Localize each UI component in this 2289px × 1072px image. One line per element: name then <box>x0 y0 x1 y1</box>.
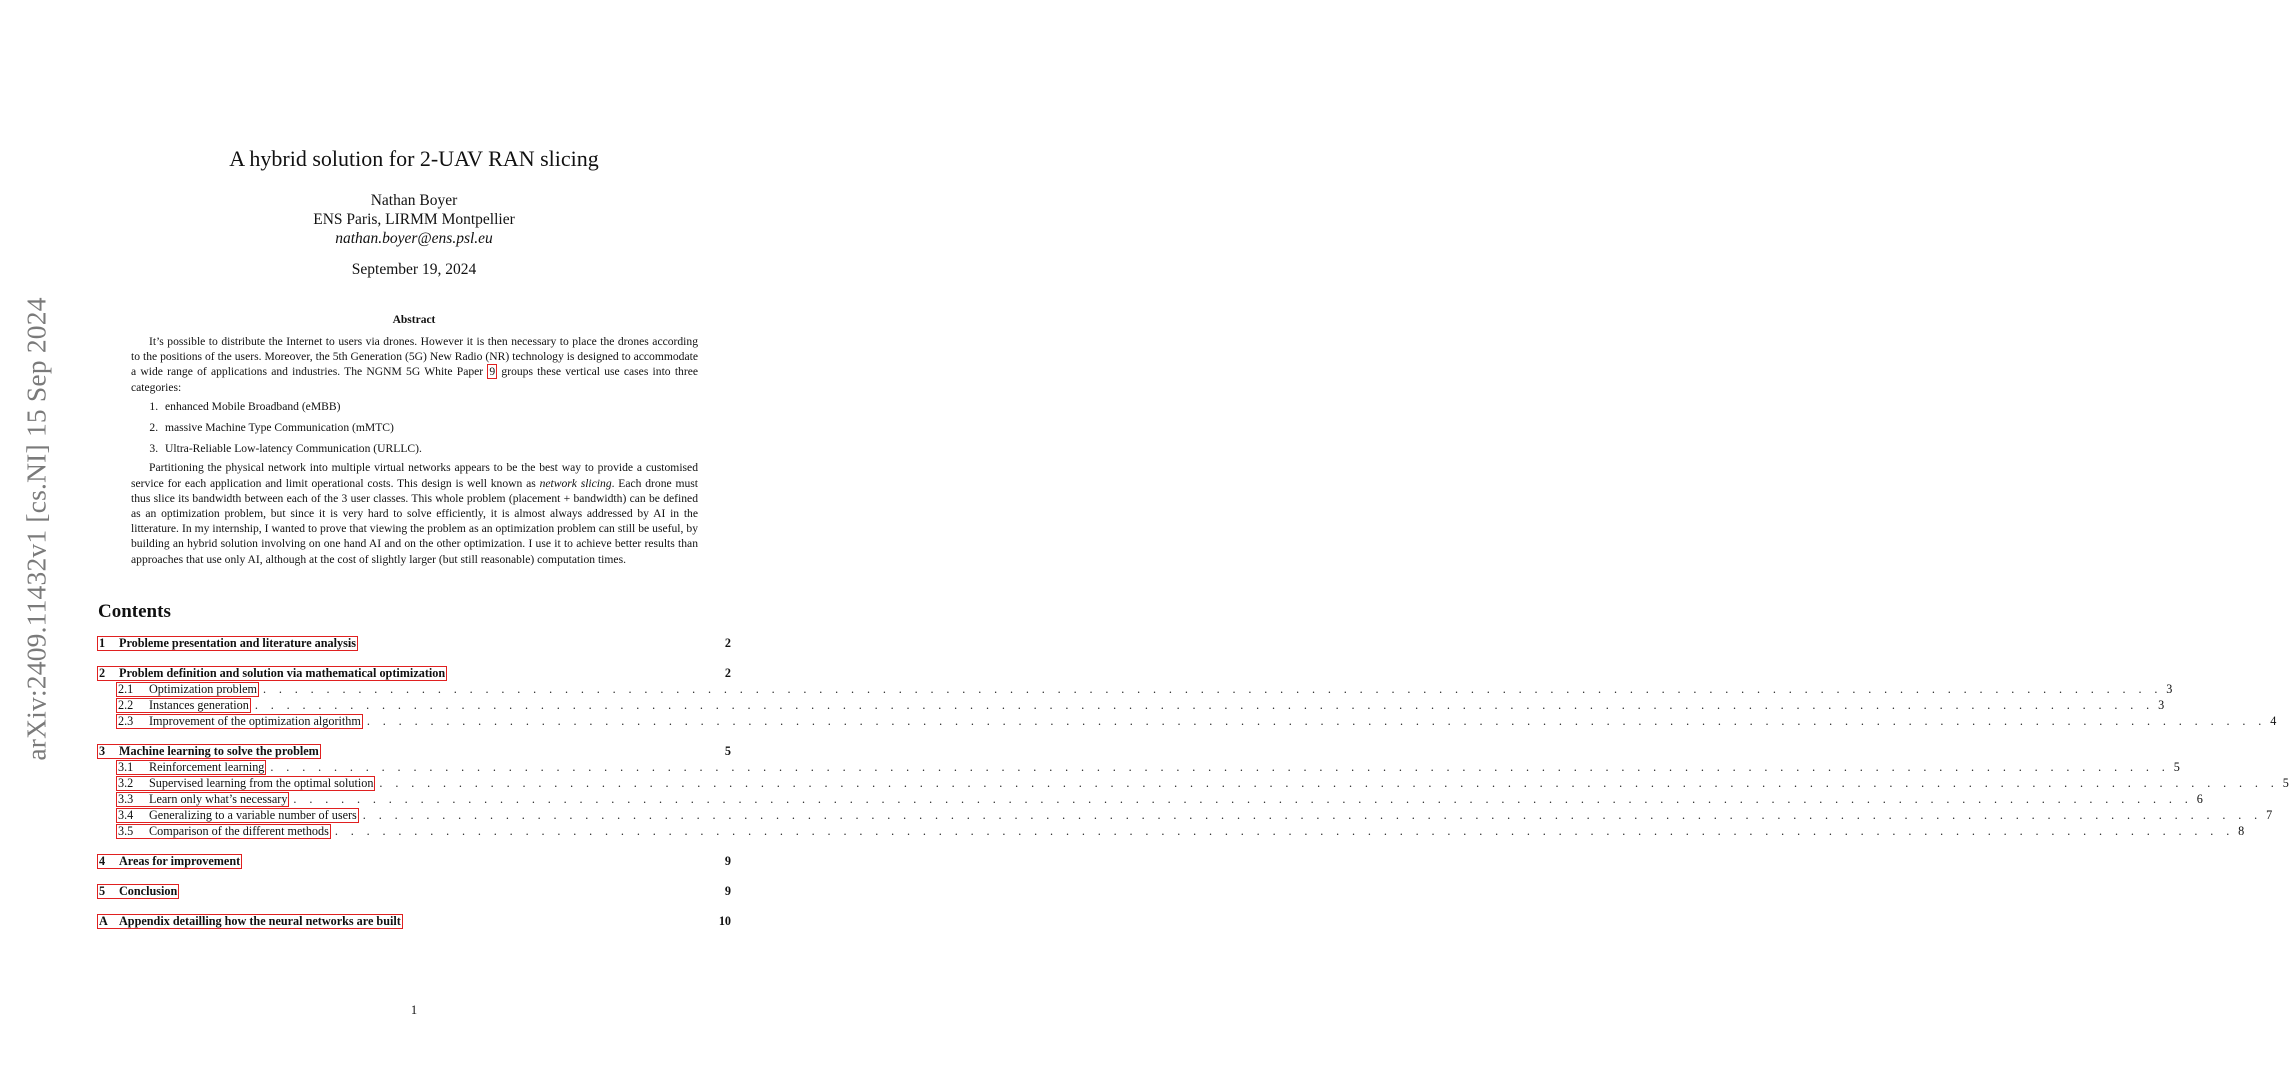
toc-subsection-number: 2.1 <box>118 682 134 696</box>
paper-date: September 19, 2024 <box>351 261 477 278</box>
toc-subsection-title: Reinforcement learning <box>149 760 265 774</box>
toc-page-number: 9 <box>724 884 731 898</box>
toc-leader-dots: . . . . . . . . . . . . . . . . . . . . . . . . . . . . . . . . . . . . . . . . . . . . . . . . . . . . . . . . . . . . . . . . . . . . . . . . . . . . . . . . . . . . . . . . . . . . . . . . . . . . . . . . . . . . . . . . . . . . . . . . <box>293 792 2193 806</box>
toc-section <box>97 854 731 870</box>
abstract-heading: Abstract <box>392 314 436 326</box>
toc-section-link[interactable] <box>97 666 447 681</box>
toc-subsection-number: 3.1 <box>118 760 134 774</box>
toc-subsection-number: 3.4 <box>118 808 134 822</box>
abstract-paragraph-2 <box>131 460 698 566</box>
abstract-text: Partitioning the physical network into multiple virtual networks appears to be the best way to provide a customised service for each application and limit operational costs. This design is well known as <box>131 461 698 490</box>
toc-subsection-number: 2.2 <box>118 698 134 712</box>
toc-subsection-link[interactable] <box>116 760 266 775</box>
toc-subsection-title: Instances generation <box>149 698 249 712</box>
abstract-italic-term: network slicing <box>539 476 612 490</box>
toc-subsection-link[interactable] <box>116 682 259 697</box>
toc-section <box>97 884 731 900</box>
toc-section-number: 4 <box>99 854 106 868</box>
toc-leader-dots: . . . . . . . . . . . . . . . . . . . . . . . . . . . . . . . . . . . . . . . . . . . . . . . . . . . . . . . . . . . . . . . . . . . . . . . . . . . . . . . . . . . . . . . . . . . . . . . . . . . . . . . . . . . . . . . . . . . . . . . . <box>254 698 2155 712</box>
toc-subsection-link[interactable] <box>116 824 331 839</box>
toc-section <box>97 636 731 652</box>
toc-subsection-link[interactable] <box>116 714 363 729</box>
toc-section <box>97 666 731 682</box>
toc-leader-dots: . . . . . . . . . . . . . . . . . . . . . . . . . . . . . . . . . . . . . . . . . . . . . . . . . . . . . . . . . . . . . . . . . . . . . . . . . . . . . . . . . . . . . . . . . . . . . . . . . . . . . . . . . . . . . . . . . . . . . . . . <box>334 824 2235 838</box>
toc-page-number: 5 <box>724 744 731 758</box>
toc-section-title: Problem definition and solution via mathematical optimization <box>119 666 446 680</box>
toc-subsection <box>97 792 2203 808</box>
toc-section-title: Areas for improvement <box>119 854 241 868</box>
toc-leader-dots: . . . . . . . . . . . . . . . . . . . . . . . . . . . . . . . . . . . . . . . . . . . . . . . . . . . . . . . . . . . . . . . . . . . . . . . . . . . . . . . . . . . . . . . . . . . . . . . . . . . . . . . . . . . . . . . . . . . . . . . . <box>262 682 2163 696</box>
toc-subsection-number: 3.3 <box>118 792 134 806</box>
toc-section <box>97 744 731 760</box>
arxiv-stamp-text: arXiv:2409.11432v1 [cs.NI] 15 Sep 2024 <box>21 297 53 761</box>
toc-subsection-title: Generalizing to a variable number of users <box>149 808 357 822</box>
toc-subsection-link[interactable] <box>116 776 375 791</box>
toc-subsection-number: 3.2 <box>118 776 134 790</box>
toc-page-number: 4 <box>2270 714 2277 728</box>
toc-section-title: Probleme presentation and literature analysis <box>119 636 356 650</box>
toc-leader-dots: . . . . . . . . . . . . . . . . . . . . . . . . . . . . . . . . . . . . . . . . . . . . . . . . . . . . . . . . . . . . . . . . . . . . . . . . . . . . . . . . . . . . . . . . . . . . . . . . . . . . . . . . . . . . . . . . . . . . . . . . <box>270 760 2170 774</box>
abstract-paragraph-1 <box>131 334 698 395</box>
abstract-body <box>131 334 698 567</box>
table-of-contents <box>97 636 2289 930</box>
toc-page-number: 3 <box>2166 682 2173 696</box>
toc-section-number: 5 <box>99 884 106 898</box>
abstract-text: It’s possible to distribute the Internet to users via drones. However it is then necessary to place the drones according to the positions of the users. Moreover, the 5th Generation (5G) New Radio (NR) technology is designed to accommodate a wide range of applications and industries. The NGNM 5G White Paper <box>131 335 698 379</box>
toc-page-number: 9 <box>724 854 731 868</box>
toc-section-link[interactable] <box>97 914 403 929</box>
toc-subsection <box>97 776 2289 792</box>
toc-subsection-number: 3.5 <box>118 824 134 838</box>
toc-subsection-title: Supervised learning from the optimal solution <box>149 776 374 790</box>
abstract-text: groups these vertical use cases into three categories: <box>131 365 698 394</box>
toc-section-link[interactable] <box>97 744 321 759</box>
toc-subsection-title: Improvement of the optimization algorithm <box>149 714 361 728</box>
toc-section-number: 1 <box>99 636 106 650</box>
toc-section-link[interactable] <box>97 884 179 899</box>
toc-leader-dots: . . . . . . . . . . . . . . . . . . . . . . . . . . . . . . . . . . . . . . . . . . . . . . . . . . . . . . . . . . . . . . . . . . . . . . . . . . . . . . . . . . . . . . . . . . . . . . . . . . . . . . . . . . . . . . . . . . . . . . . . <box>366 714 2267 728</box>
toc-page-number: 5 <box>2173 760 2180 774</box>
toc-page-number: 2 <box>724 636 731 650</box>
toc-page-number: 5 <box>2282 776 2289 790</box>
toc-section-number: 3 <box>99 744 106 758</box>
toc-section-title: Appendix detailling how the neural networks are built <box>119 914 401 928</box>
toc-subsection <box>97 698 2165 714</box>
contents-heading: Contents <box>98 601 171 622</box>
toc-page-number: 6 <box>2196 792 2203 806</box>
toc-subsection-link[interactable] <box>116 808 359 823</box>
toc-page-number: 10 <box>718 914 731 928</box>
author-email: nathan.boyer@ens.psl.eu <box>335 230 493 247</box>
toc-leader-dots: . . . . . . . . . . . . . . . . . . . . . . . . . . . . . . . . . . . . . . . . . . . . . . . . . . . . . . . . . . . . . . . . . . . . . . . . . . . . . . . . . . . . . . . . . . . . . . . . . . . . . . . . . . . . . . . . . . . . . . . . <box>362 808 2263 822</box>
toc-subsection <box>97 808 2273 824</box>
toc-subsection-title: Learn only what’s necessary <box>149 792 288 806</box>
abstract-text: . Each drone must thus slice its bandwidth between each of the 3 user classes. This whole problem (placement + bandwidth) can be defined as an optimization problem, but since it is very hard to solve efficiently, it is almost always addressed by AI in the litterature. In my internship, I wanted to prove that viewing the problem as an optimization problem can still be useful, by building an hybrid solution involving on one hand AI and on the other optimization. I use it to achieve better results than approaches that use only AI, although at the cost of slightly larger (but still reasonable) computation times. <box>131 476 698 566</box>
toc-subsection-link[interactable] <box>116 792 289 807</box>
toc-section-title: Machine learning to solve the problem <box>119 744 319 758</box>
toc-section <box>97 914 731 930</box>
toc-section-title: Conclusion <box>119 884 178 898</box>
toc-subsection <box>97 682 2173 698</box>
list-item: 2. massive Machine Type Communication (mMTC) <box>161 420 698 435</box>
author-name: Nathan Boyer <box>370 192 458 209</box>
list-item: 3. Ultra-Reliable Low-latency Communication (URLLC). <box>161 441 698 456</box>
toc-subsection-number: 2.3 <box>118 714 134 728</box>
toc-page-number: 3 <box>2158 698 2165 712</box>
page-number: 1 <box>410 1003 418 1017</box>
toc-leader-dots: . . . . . . . . . . . . . . . . . . . . . . . . . . . . . . . . . . . . . . . . . . . . . . . . . . . . . . . . . . . . . . . . . . . . . . . . . . . . . . . . . . . . . . . . . . . . . . . . . . . . . . . . . . . . . . . . . . . . . . . . <box>379 776 2279 790</box>
toc-page-number: 2 <box>724 666 731 680</box>
toc-subsection <box>97 824 2245 840</box>
toc-section-number: A <box>99 914 108 928</box>
toc-page-number: 7 <box>2266 808 2273 822</box>
toc-subsection <box>97 714 2277 730</box>
author-affiliation: ENS Paris, LIRMM Montpellier <box>313 211 515 228</box>
toc-subsection <box>97 760 2180 776</box>
arxiv-stamp <box>22 296 52 762</box>
list-item: 1. enhanced Mobile Broadband (eMBB) <box>161 399 698 414</box>
citation-link[interactable]: 9 <box>489 365 496 379</box>
use-case-list <box>131 399 698 457</box>
toc-subsection-title: Comparison of the different methods <box>149 824 329 838</box>
toc-section-link[interactable] <box>97 854 242 869</box>
toc-section-link[interactable] <box>97 636 358 651</box>
paper-title: A hybrid solution for 2-UAV RAN slicing <box>229 146 599 171</box>
toc-section-number: 2 <box>99 666 106 680</box>
toc-subsection-link[interactable] <box>116 698 251 713</box>
toc-subsection-title: Optimization problem <box>149 682 257 696</box>
toc-page-number: 8 <box>2238 824 2245 838</box>
